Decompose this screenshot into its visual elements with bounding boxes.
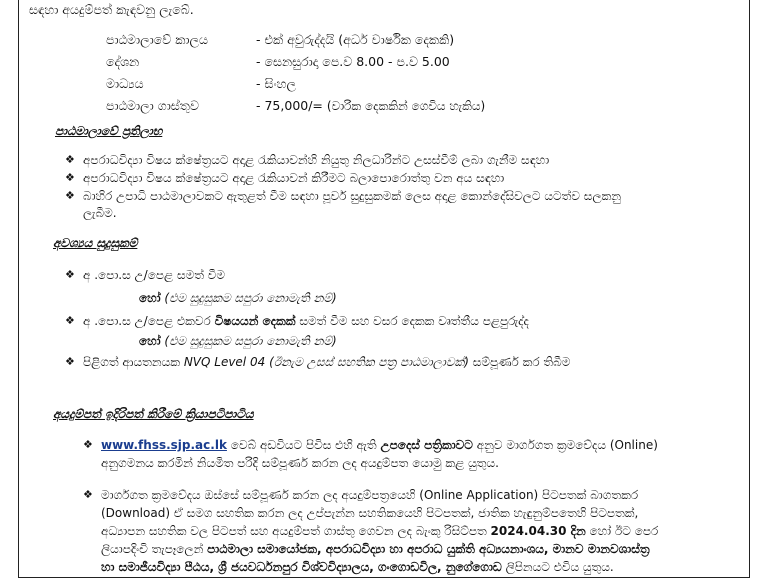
or-line: හෝ (එම සුදුසුකම සපුරා නොමැති නම්) (139, 291, 337, 305)
bullet-diamond-icon: ❖ (83, 488, 93, 501)
requirement-item: අ .පො.ස උ/පෙළ එකවර විෂයයන් දෙකක් සමත් වීම සහ වසර දෙකක වෘත්තීය පළපුරුද්ද (83, 314, 529, 328)
benefits-heading: පාඨමාලාවේ ප්‍රතිලාභ (55, 124, 163, 138)
or-line: හෝ (එම සුදුසුකම සපුරා නොමැති නම්) (139, 334, 337, 348)
procedure-step-2-cont: හා සමාජීයවිද්‍යා පීඨය, ශ්‍රී ජයවර්ධනපුර විශ්වවිද්‍යාලය, ගංගොඩවිල, නුගේගොඩ ලිපිනයට එවිය යුතුය. (101, 560, 614, 574)
fee-note: (වාරික දෙකකින් ගෙවිය හැකිය) (326, 99, 486, 113)
requirement-item: පිළිගත් ආයතනයක NVQ Level 04 (ඊනැම උසස් සහතික පත්‍ර පාඨමාලාවක්) සම්පූර්ණ කර තිබීම (83, 355, 571, 369)
bullet-diamond-icon: ❖ (65, 268, 75, 281)
intro-text: සඳහා අයදුම්පත් කැඳවනු ලැබේ. (29, 2, 194, 17)
benefit-item: අපරාධවිද්‍යා විෂය ක්ෂේත්‍රයට අදාළ රැකියාවන් කිරීමට බලාපොරොත්තු වන අය සඳහා (83, 171, 505, 185)
bullet-diamond-icon: ❖ (83, 438, 93, 451)
requirement-item: අ .පො.ස උ/පෙළ සමත් වීම (83, 268, 226, 282)
procedure-step-1: www.fhss.sjp.ac.lk වෙබ් අඩවියට පිවිස එහි ඇති උපදෙස් පත්‍රිකාවට අනුව මාර්ගගත ක්‍රමවේදය (Online) (101, 438, 658, 452)
benefit-item: අපරාධවිද්‍යා විෂය ක්ෂේත්‍රයට අදාළ රැකියාවන්හි නියුතු නිලධාරින්ට උසස්වීම් ලබා ගැනීම සඳහා (83, 153, 550, 167)
bullet-diamond-icon: ❖ (65, 171, 75, 184)
faculty-website-link[interactable]: www.fhss.sjp.ac.lk (101, 438, 227, 452)
requirements-heading: අවශ්‍යය සුදුසුකම් (53, 236, 138, 250)
bullet-diamond-icon: ❖ (65, 314, 75, 327)
bullet-diamond-icon: ❖ (65, 355, 75, 368)
procedure-step-2-cont: අධ්‍යාපන සහතික වල පිටපත් සහ අයදුම්පත් ගාස්තු ගෙවන ලද බැංකු රිසිට්පත 2024.04.30 දින හෝ ඊට පෙර (101, 524, 659, 538)
procedure-heading: අයදුම්පත් ඉදිරිපත් කිරීමේ ක්‍රියාපටිපාටිය (53, 407, 254, 421)
procedure-step-2-cont: (Download) ඒ සමග සහතික කරන ලද උප්පැන්න සහතිකයෙහි පිටපතක්, ජාතික හැඳුනුම්පතෙහි පිටපතක්, (101, 506, 639, 520)
procedure-step-1-cont: අනුගමනය කරමින් නියමිත පරිදි සම්පූර්ණ කරන ලද අයදුම්පත යොමු කළ යුතුය. (101, 456, 499, 470)
benefit-item: බාහිර උපාධි පාඨමාලාවකට ඇතුළත් වීම සඳහා පූර්ව සුදුසුකමක් ලෙස අදාළ කොන්දේසිවලට යටත්ව සලකනු (83, 189, 622, 203)
procedure-step-2: මාර්ගගත ක්‍රමවේදය ඔස්සේ සම්පූර්ණ කරන ලද අයදුම්පත්‍රයෙහි (Online Application) පිටපතක් බාගතකර (101, 488, 639, 502)
notice-page: සඳහා අයදුම්පත් කැඳවනු ලැබේ. පාඨමාලාවේ කාලය - එක් අවුරුද්දයි (අර්ධ වාර්ෂික දෙකකි) දේශන - සෙනසුරාදා පෙ.ව 8.00 - ප.ව 5.00 මාධ්‍යය - සිංහල පාඨමාලා ගාස්තුව - 75,000/= (වාරික දෙකකින් ගෙවිය හැකිය) පාඨමාලාවේ ප්‍රතිලාභ ❖ අපරාධවිද්‍යා විෂය ක්ෂේත්‍රයට අදාළ රැකියාවන්හි නියුතු නිලධාරින්ට උසස්වීම් ලබා ගැනීම සඳහා ❖ අපරාධවිද්‍යා විෂය ක්ෂේත්‍රයට අදාළ රැකියාවන් කිරීමට බලාපොරොත්තු වන අය සඳහා ❖ බාහිර උපාධි පාඨමාලාවකට ඇතුළත් වීම සඳහා පූර්ව සුදුසුකමක් ලෙස අදාළ කොන්දේසිවලට යටත්ව සලකනු ලැබීම. අවශ්‍යය සුදුසුකම් ❖ අ .පො.ස උ/පෙළ සමත් වීම හෝ (එම සුදුසුකම සපුරා නොමැති නම්) ❖ අ .පො.ස උ/පෙළ එකවර විෂයයන් දෙකක් සමත් වීම සහ වසර දෙකක වෘත්තීය පළපුරුද්ද හෝ (එම සුදුසුකම සපුරා නොමැති නම්) ❖ පිළිගත් ආයතනයක NVQ Level 04 (ඊනැම උසස් සහතික පත්‍ර පාඨමාලාවක්) සම්පූර්ණ කර තිබීම අයදුම්පත් ඉදිරිපත් කිරීමේ ක්‍රියාපටිපාටිය ❖ www.fhss.sjp.ac.lk වෙබ් අඩවියට පිවිස එහි ඇති උපදෙස් පත්‍රිකාවට අනුව මාර්ගගත ක්‍රමවේදය (Online) අනුගමනය කරමින් නියමිත පරිදි සම්පූර්ණ කරන ලද අයදුම්පත යොමු කළ යුතුය. ❖ මාර්ගගත ක්‍රමවේදය ඔස්සේ සම්පූර්ණ කරන ලද අයදුම්පත්‍රයෙහි (Online Application) පිටපතක් බාගතකර (Download) ඒ සමග සහතික කරන ලද උප්පැන්න සහතිකයෙහි පිටපතක්, ජාතික හැඳුනුම්පතෙහි පිටපතක්, අධ්‍යාපන සහතික වල පිටපත් සහ අයදුම්පත් ගාස්තු ගෙවන ලද බැංකු රිසිට්පත 2024.04.30 දින හෝ ඊට පෙර ලියාපදිංචි තැපෑලෙන් පාඨමාලා සමායෝජක, අපරාධවිද්‍යා හා අපරාධ යුක්ති අධ්‍යයනාංශය, මානව මානවශාස්ත්‍ර හා සමාජීයවිද්‍යා පීඨය, ශ්‍රී ජයවර්ධනපුර විශ්වවිද්‍යාලය, ගංගොඩවිල, නුගේගොඩ ලිපිනයට එවිය යුතුය. (18, 0, 750, 578)
procedure-step-2-cont: ලියාපදිංචි තැපෑලෙන් පාඨමාලා සමායෝජක, අපරාධවිද්‍යා හා අපරාධ යුක්ති අධ්‍යයනාංශය, මානව මානවශාස්ත්‍ර (101, 542, 650, 556)
bullet-diamond-icon: ❖ (65, 153, 75, 166)
benefit-item-continued: ලැබීම. (83, 206, 117, 220)
bullet-diamond-icon: ❖ (65, 189, 75, 202)
